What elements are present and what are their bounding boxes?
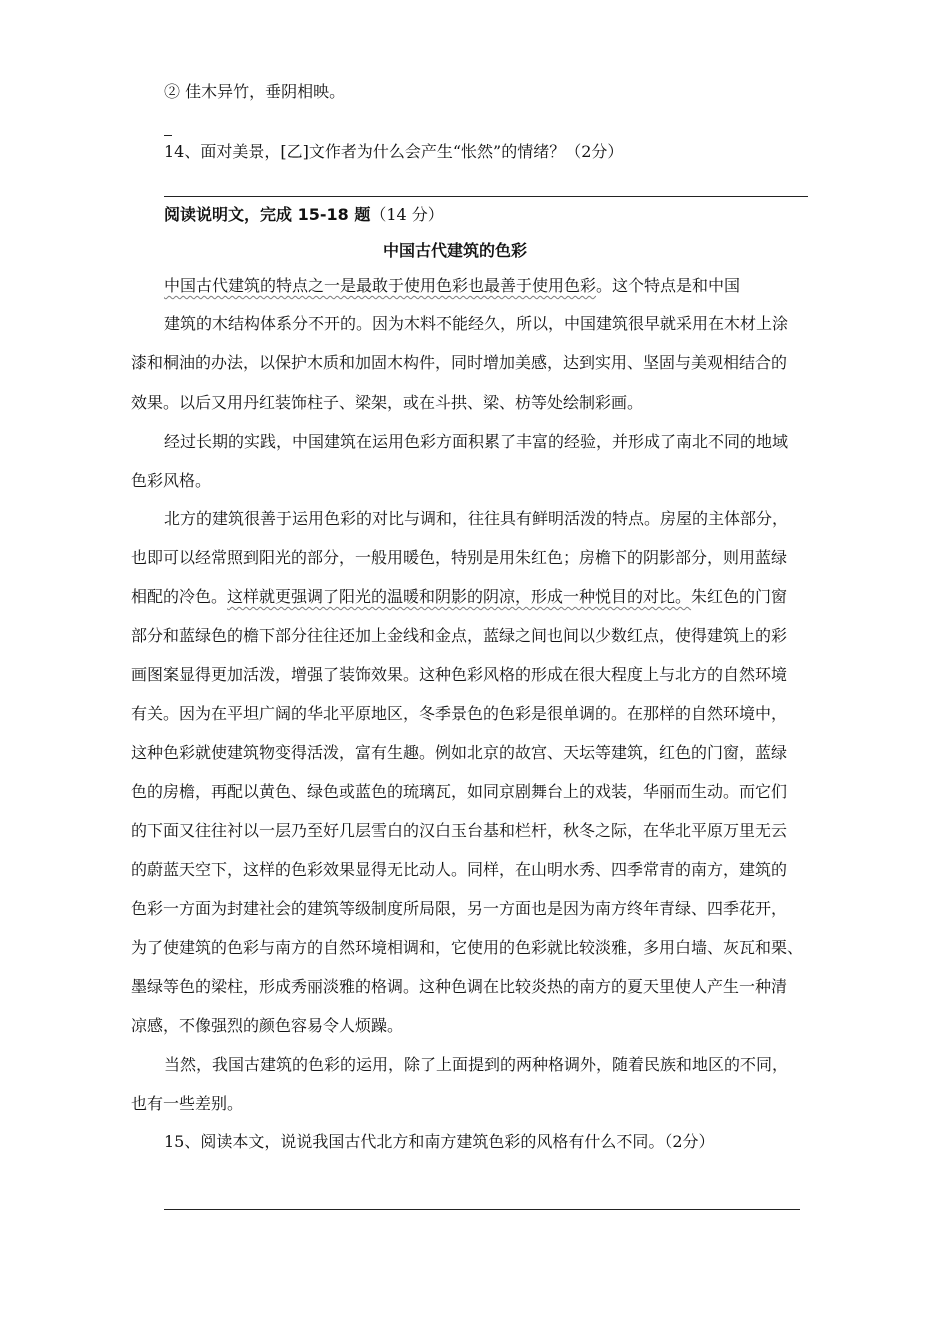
paragraph-3-line-2: 也即可以经常照到阳光的部分，一般用暖色，特别是用朱红色；房檐下的阴影部分，则用蓝绿	[131, 548, 788, 567]
paragraph-2-line-1: 经过长期的实践，中国建筑在运用色彩方面积累了丰富的经验，并形成了南北不同的地域	[164, 432, 789, 451]
answer-line-15	[164, 1209, 800, 1210]
paragraph-3-line-14: 凉感，不像强烈的颜色容易令人烦躁。	[131, 1016, 404, 1035]
paragraph-4-line-2: 也有一些差别。	[131, 1094, 244, 1113]
paragraph-3-line-12: 为了使建筑的色彩与南方的自然环境相调和，它使用的色彩就比较淡雅，多用白墙、灰瓦和栗、	[131, 938, 804, 957]
section-heading: 阅读说明文，完成 15-18 题	[164, 205, 371, 224]
underlined-sentence-1: 中国古代建筑的特点之一是最敢于使用色彩也最善于使用色彩	[164, 276, 597, 295]
underlined-sentence-2: 这样就更强调了阳光的温暖和阴影的阴凉，形成一种悦目的对比。	[227, 587, 692, 606]
paragraph-3-line-10: 的蔚蓝天空下，这样的色彩效果显得无比动人。同样，在山明水秀、四季常青的南方，建筑的	[131, 860, 788, 879]
q13-item-2: ② 佳木异竹，垂阴相映。	[164, 82, 346, 101]
paragraph-3-line-8: 色的房檐，再配以黄色、绿色或蓝色的琉璃瓦，如同京剧舞台上的戏装，华丽而生动。而它们	[131, 782, 788, 801]
question-15: 15、阅读本文，说说我国古代北方和南方建筑色彩的风格有什么不同。（2分）	[164, 1132, 715, 1151]
paragraph-1-line-1	[164, 276, 740, 296]
paragraph-3-line-11: 色彩一方面为封建社会的建筑等级制度所局限，另一方面也是因为南方终年青绿、四季花开，	[131, 899, 788, 918]
paragraph-3-line-3-pre: 相配的冷色。	[131, 587, 228, 606]
paragraph-1-line-4: 效果。以后又用丹红装饰柱子、梁架，或在斗拱、梁、枋等处绘制彩画。	[131, 393, 644, 412]
paragraph-3-line-7: 这种色彩就使建筑物变得活泼，富有生趣。例如北京的故宫、天坛等建筑，红色的门窗，蓝绿	[131, 743, 788, 762]
section-score: （14 分）	[370, 205, 444, 224]
paragraph-3-line-5: 画图案显得更加活泼，增强了装饰效果。这种色彩风格的形成在很大程度上与北方的自然环境	[131, 665, 788, 684]
article-title: 中国古代建筑的色彩	[383, 241, 528, 260]
paragraph-3-line-9: 的下面又往往衬以一层乃至好几层雪白的汉白玉台基和栏杆，秋冬之际，在华北平原万里无云	[131, 821, 788, 840]
paragraph-3-line-3	[131, 587, 787, 607]
paragraph-4-line-1: 当然，我国古建筑的色彩的运用，除了上面提到的两种格调外，随着民族和地区的不同，	[164, 1055, 789, 1074]
stray-dash	[164, 135, 172, 136]
paragraph-2-line-2: 色彩风格。	[131, 471, 212, 490]
section-heading-line	[164, 205, 444, 225]
question-14: 14、面对美景，[乙]文作者为什么会产生“怅然”的情绪？（2分）	[164, 142, 624, 161]
paragraph-3-line-3-post: 朱红色的门窗	[691, 587, 788, 606]
paragraph-3-line-6: 有关。因为在平坦广阔的华北平原地区，冬季景色的色彩是很单调的。在那样的自然环境中，	[131, 704, 788, 723]
paragraph-3-line-4: 部分和蓝绿色的檐下部分往往还加上金线和金点，蓝绿之间也间以少数红点，使得建筑上的彩	[131, 626, 788, 645]
paragraph-1-line-1-rest: 。这个特点是和中国	[596, 276, 741, 295]
paragraph-3-line-13: 墨绿等色的梁柱，形成秀丽淡雅的格调。这种色调在比较炎热的南方的夏天里使人产生一种清	[131, 977, 788, 996]
answer-line-14	[164, 196, 808, 197]
paragraph-3-line-1: 北方的建筑很善于运用色彩的对比与调和，往往具有鲜明活泼的特点。房屋的主体部分，	[164, 509, 789, 528]
paragraph-1-line-2: 建筑的木结构体系分不开的。因为木料不能经久，所以，中国建筑很早就采用在木材上涂	[164, 314, 789, 333]
paragraph-1-line-3: 漆和桐油的办法，以保护木质和加固木构件，同时增加美感，达到实用、坚固与美观相结合的	[131, 353, 788, 372]
